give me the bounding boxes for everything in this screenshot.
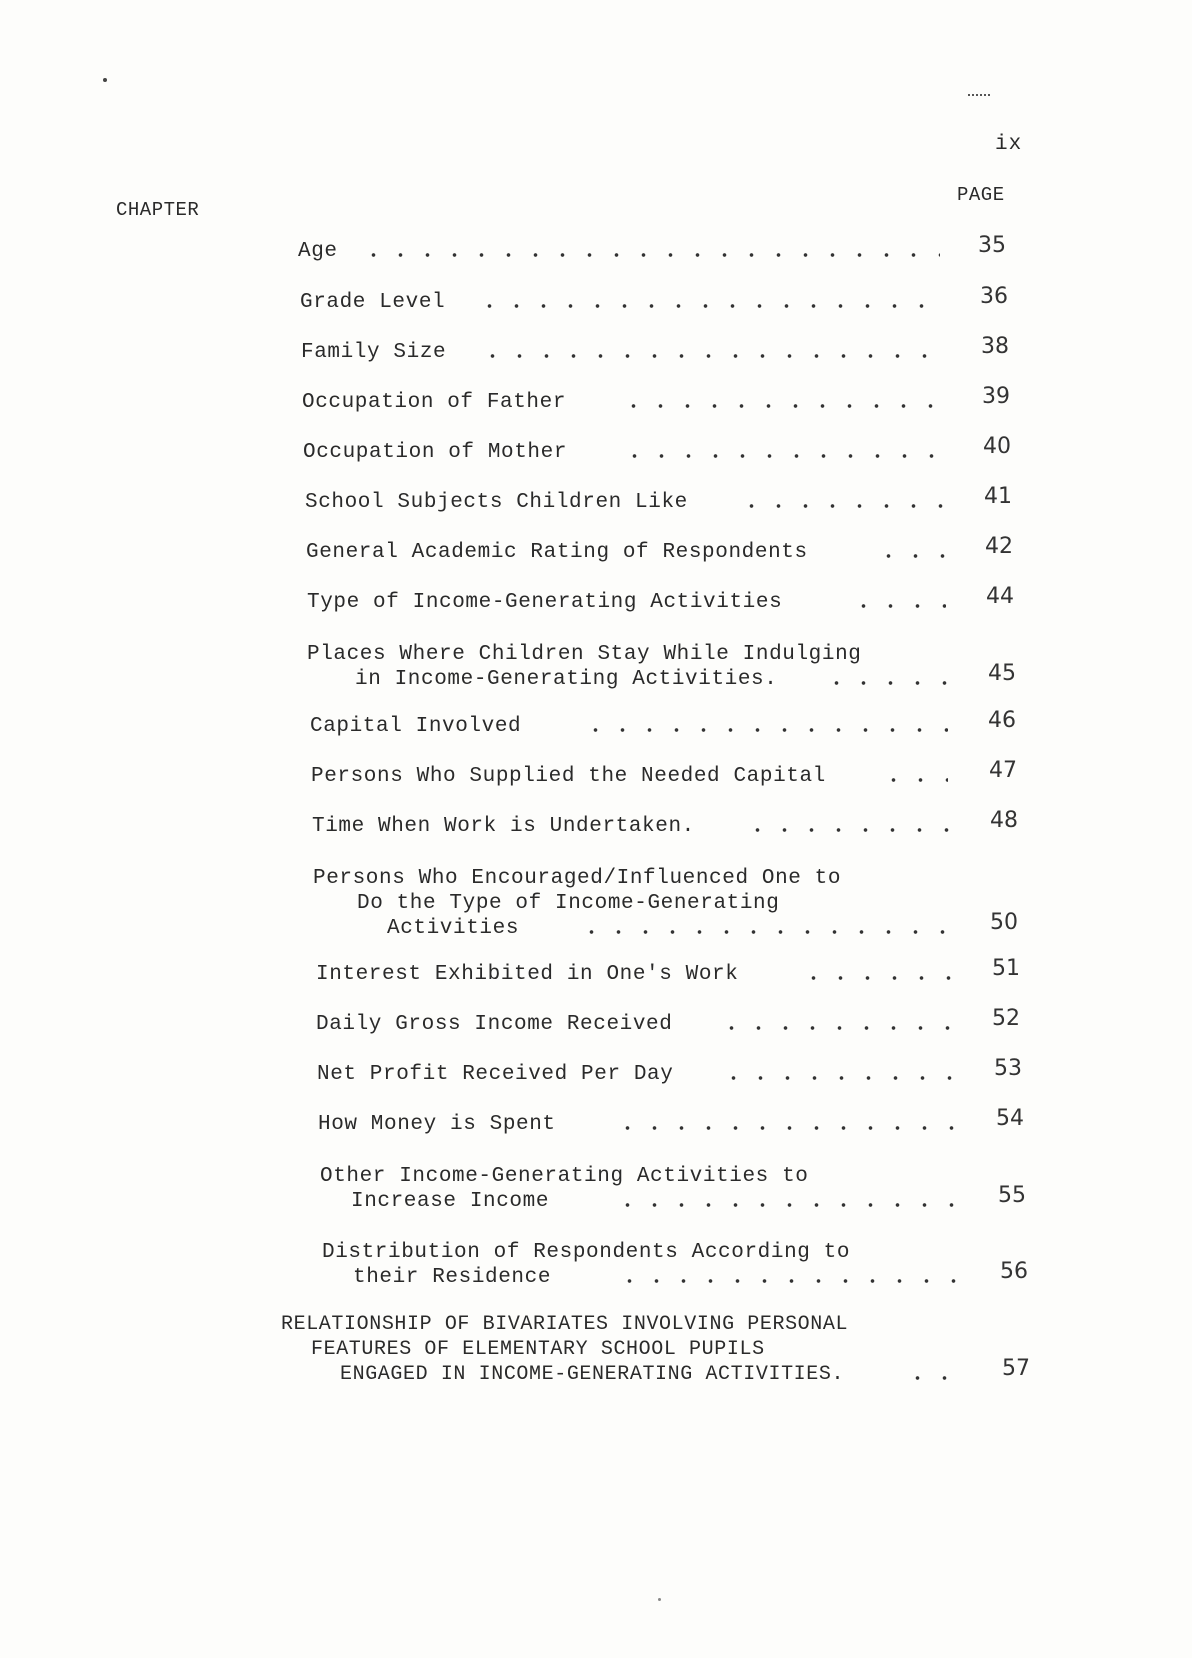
dot-leader: [360, 253, 940, 257]
scan-speck: [658, 1598, 661, 1601]
dot-leader: [744, 828, 950, 832]
toc-entry-title: Family Size: [301, 341, 447, 364]
toc-entry-page: 48: [990, 808, 1018, 833]
dot-leader: [880, 778, 948, 782]
toc-entry-title-continued: their Residence: [353, 1266, 552, 1289]
toc-entry-page: 39: [982, 384, 1010, 409]
dot-leader: [875, 554, 945, 558]
toc-entry-title-continued: FEATURES OF ELEMENTARY SCHOOL PUPILS: [311, 1338, 765, 1361]
toc-entry-title: General Academic Rating of Respondents: [306, 541, 808, 564]
dot-leader: [620, 404, 942, 408]
toc-entry-page: 52: [992, 1006, 1020, 1031]
toc-entry-title: Distribution of Respondents According to: [322, 1241, 851, 1264]
toc-entry-title-continued: Do the Type of Income-Generating: [357, 892, 780, 915]
toc-entry-title: How Money is Spent: [318, 1113, 556, 1136]
toc-entry-title: Interest Exhibited in One's Work: [316, 963, 739, 986]
toc-entry-title: Daily Gross Income Received: [316, 1013, 673, 1036]
toc-entry-title: Occupation of Father: [302, 391, 567, 414]
dot-leader: [800, 976, 952, 980]
dot-leader: [614, 1203, 958, 1207]
dot-leader: [616, 1279, 960, 1283]
dot-leader: [614, 1126, 956, 1130]
toc-entry-page: 44: [986, 584, 1014, 609]
toc-entry-title-continued: Activities: [387, 917, 520, 940]
toc-entry-page: 41: [984, 484, 1012, 509]
toc-entry-title: Persons Who Supplied the Needed Capital: [311, 765, 826, 788]
toc-entry-page: 47: [989, 758, 1017, 783]
toc-entry-page: 57: [1002, 1356, 1030, 1381]
toc-entry-title-continued: in Income-Generating Activities.: [355, 668, 778, 691]
toc-entry-title: Occupation of Mother: [303, 441, 568, 464]
toc-entry-page: 54: [996, 1106, 1024, 1131]
toc-entry-title: Time When Work is Undertaken.: [312, 815, 695, 838]
toc-entry-page: 55: [998, 1183, 1026, 1208]
toc-entry-title: Type of Income-Generating Activities: [307, 591, 783, 614]
dot-leader: [720, 1076, 954, 1080]
scan-mark: [968, 94, 990, 98]
toc-entry-page: 35: [978, 233, 1006, 258]
toc-entry-title: Capital Involved: [310, 715, 522, 738]
toc-entry-page: 38: [981, 334, 1009, 359]
toc-entry-page: 51: [992, 956, 1020, 981]
toc-entry-title: Grade Level: [300, 291, 446, 314]
toc-entry-title: Age: [298, 240, 338, 263]
toc-entry-page: 53: [994, 1056, 1022, 1081]
toc-entry-page: 50: [990, 910, 1018, 935]
toc-entry-title: RELATIONSHIP OF BIVARIATES INVOLVING PERSONAL: [281, 1313, 849, 1336]
toc-entry-page: 46: [988, 708, 1016, 733]
toc-entry-page: 45: [988, 661, 1016, 686]
dot-leader: [582, 728, 948, 732]
toc-entry-title: Places Where Children Stay While Indulging: [307, 643, 862, 666]
dot-leader: [479, 354, 941, 358]
dot-leader: [823, 681, 947, 685]
chapter-column-heading: CHAPTER: [116, 199, 200, 221]
dot-leader: [476, 304, 940, 308]
roman-page-number: ix: [995, 133, 1023, 156]
toc-entry-title: School Subjects Children Like: [305, 491, 688, 514]
toc-entry-title-continued: Increase Income: [351, 1190, 550, 1213]
toc-entry-page: 36: [980, 284, 1008, 309]
toc-entry-title: Persons Who Encouraged/Influenced One to: [313, 867, 842, 890]
scan-speck: [103, 78, 107, 82]
toc-entry-page: 40: [983, 434, 1011, 459]
toc-entry-title-continued: ENGAGED IN INCOME-GENERATING ACTIVITIES.: [340, 1363, 845, 1386]
dot-leader: [904, 1376, 960, 1380]
toc-entry-title: Net Profit Received Per Day: [317, 1063, 674, 1086]
dot-leader: [578, 930, 950, 934]
dot-leader: [621, 454, 943, 458]
page-column-heading: PAGE: [957, 184, 1005, 206]
dot-leader: [738, 504, 944, 508]
dot-leader: [718, 1026, 952, 1030]
dot-leader: [850, 604, 946, 608]
toc-entry-page: 42: [985, 534, 1013, 559]
toc-entry-page: 56: [1000, 1259, 1028, 1284]
toc-entry-title: Other Income-Generating Activities to: [320, 1165, 809, 1188]
